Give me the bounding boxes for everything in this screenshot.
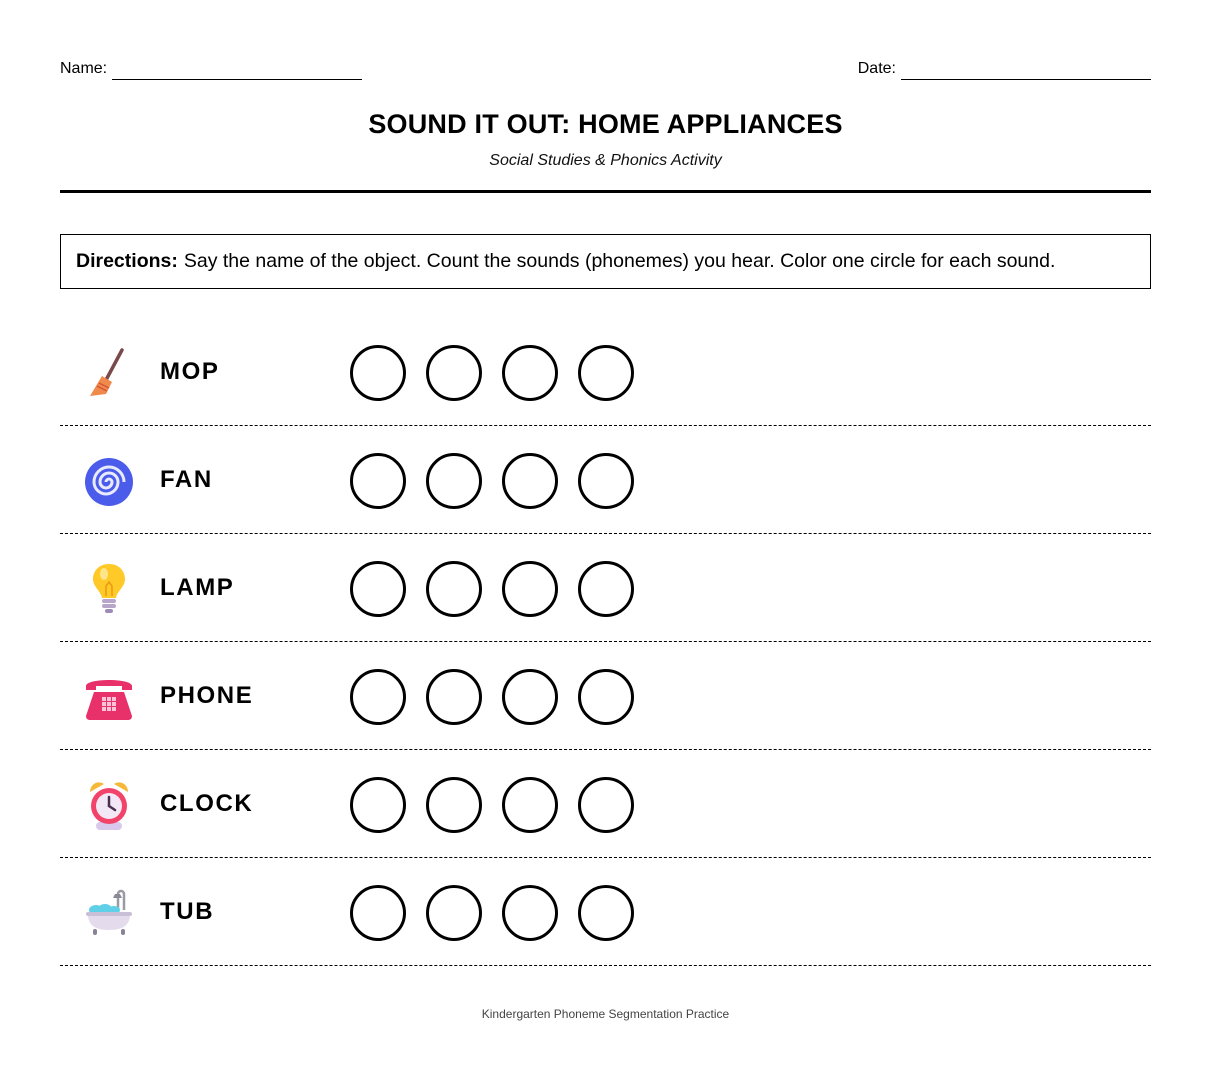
word-label: MOP [160, 358, 220, 385]
word-list [60, 318, 1151, 966]
page-title: SOUND IT OUT: HOME APPLIANCES [368, 109, 843, 139]
page-footer: Kindergarten Phoneme Segmentation Practice [481, 1007, 730, 1021]
name-label: Name: [60, 60, 108, 77]
broom-icon [82, 346, 136, 400]
phoneme-circle[interactable] [502, 345, 558, 401]
phoneme-circles [350, 345, 634, 401]
phoneme-circle[interactable] [578, 777, 634, 833]
phoneme-circle[interactable] [502, 561, 558, 617]
word-row-clock [60, 750, 1151, 858]
name-field [60, 58, 362, 80]
phoneme-circle[interactable] [426, 885, 482, 941]
word-row-tub [60, 858, 1151, 966]
phoneme-circle[interactable] [502, 453, 558, 509]
light-bulb-icon [82, 562, 136, 616]
telephone-icon [82, 670, 136, 724]
phoneme-circle[interactable] [350, 777, 406, 833]
phoneme-circle[interactable] [578, 561, 634, 617]
phoneme-circles [350, 777, 634, 833]
phoneme-circles [350, 561, 634, 617]
phoneme-circle[interactable] [350, 345, 406, 401]
phoneme-circle[interactable] [426, 777, 482, 833]
word-label: LAMP [160, 574, 235, 601]
phoneme-circles [350, 453, 634, 509]
alarm-clock-icon [82, 778, 136, 832]
directions-box [60, 234, 1151, 289]
word-row-phone [60, 642, 1151, 750]
phoneme-circle[interactable] [502, 777, 558, 833]
page-subtitle: Social Studies & Phonics Activity [489, 152, 722, 169]
date-field [858, 58, 1151, 80]
bathtub-icon [82, 886, 136, 940]
phoneme-circle[interactable] [350, 669, 406, 725]
phoneme-circle[interactable] [350, 453, 406, 509]
phoneme-circle[interactable] [502, 885, 558, 941]
name-input-line[interactable] [112, 63, 362, 80]
phoneme-circles [350, 669, 634, 725]
phoneme-circle[interactable] [502, 669, 558, 725]
phoneme-circle[interactable] [578, 453, 634, 509]
word-row-lamp [60, 534, 1151, 642]
phoneme-circles [350, 885, 634, 941]
date-input-line[interactable] [901, 63, 1151, 80]
cyclone-icon [82, 454, 136, 508]
phoneme-circle[interactable] [578, 885, 634, 941]
word-label: CLOCK [160, 790, 254, 817]
phoneme-circle[interactable] [426, 453, 482, 509]
word-label: TUB [160, 898, 215, 925]
phoneme-circle[interactable] [426, 561, 482, 617]
word-label: FAN [160, 466, 213, 493]
header-divider [60, 190, 1151, 193]
phoneme-circle[interactable] [578, 345, 634, 401]
phoneme-circle[interactable] [578, 669, 634, 725]
phoneme-circle[interactable] [350, 885, 406, 941]
word-label: PHONE [160, 682, 254, 709]
phoneme-circle[interactable] [426, 669, 482, 725]
date-label: Date: [857, 60, 896, 77]
student-info-row [60, 58, 1151, 80]
phoneme-circle[interactable] [426, 345, 482, 401]
word-row-fan [60, 426, 1151, 534]
directions-label: Directions: [76, 250, 178, 272]
phoneme-circle[interactable] [350, 561, 406, 617]
directions-text: Say the name of the object. Count the sounds (phonemes) you hear. Color one circle for each sound. [183, 250, 1056, 272]
word-row-mop [60, 318, 1151, 426]
